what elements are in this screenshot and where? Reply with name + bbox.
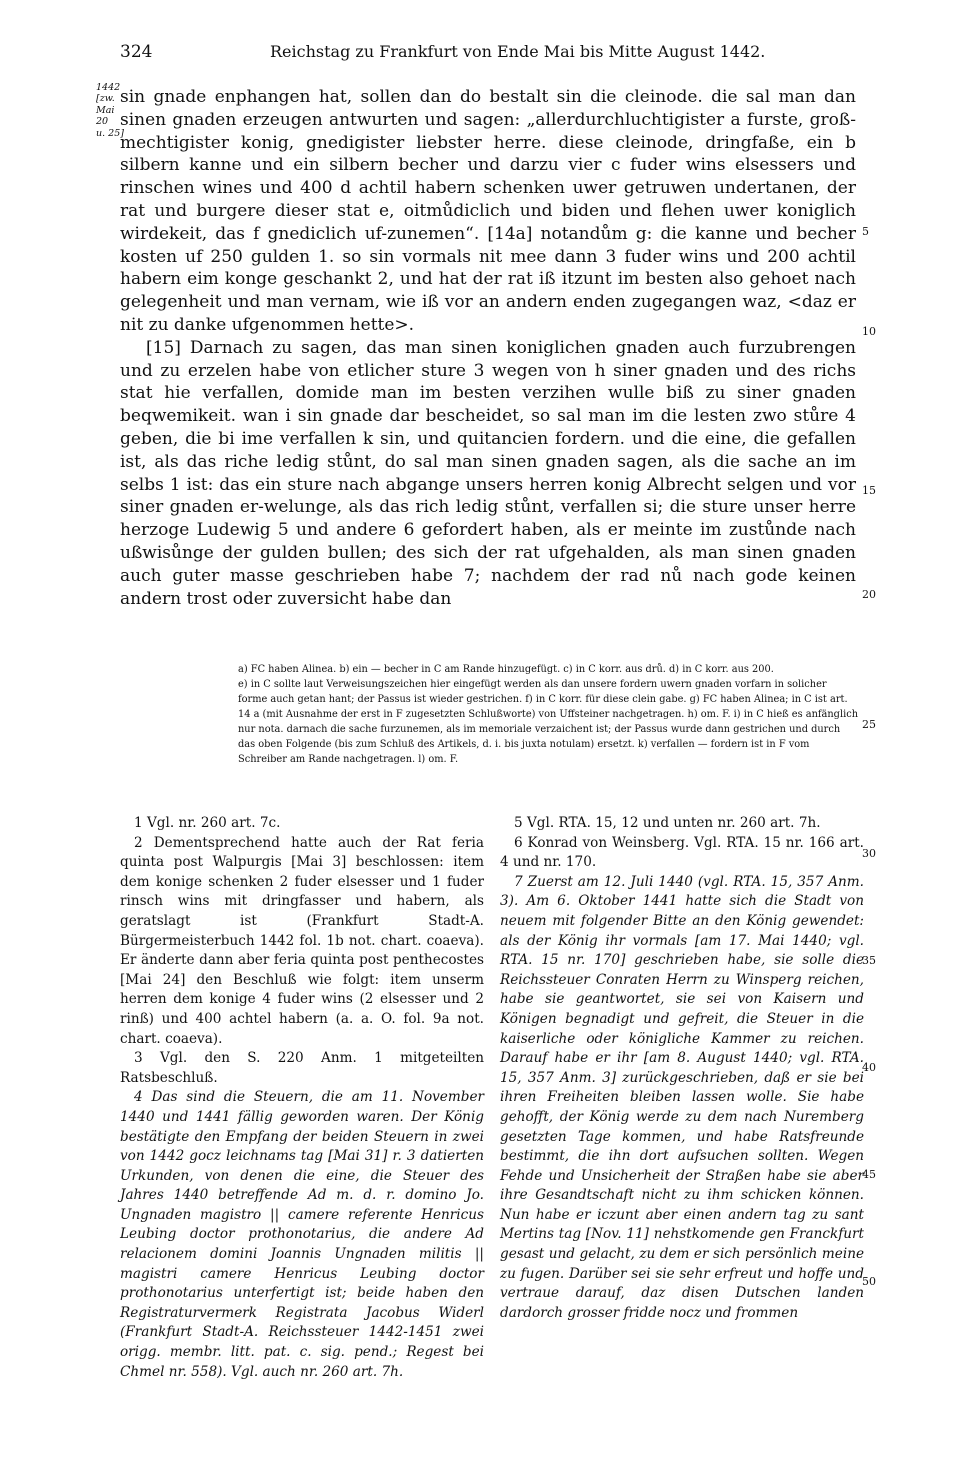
body-paragraph: sin gnade enphangen hat, sollen dan do bestalt sin die cleinode. die sal man dan sinen gnaden erzeugen antwurten und sagen: „allerdurchluchtigister a furste, groß-mechtigister konig, gnedigister liebster herre. diese cleinode, dringfaße, ein b silbern kanne und ein silbern becher und darzu vier c fuder wins elsessers und rinschen wines und 400 d achtil habern schenken uwer getruwen undertanen, der rat und burgere dieser stat e, oitmůdiclich und biden und flehen uwer koniglich wirdekeit, das f gnediclich uf-zunemen“. [14a] notandům g: die kanne und becher kosten uf 250 gulden 1. so sin vormals nit mee dann 3 fuder wins und 200 achtil habern eim konge geschankt 2, und hat der rat iß itzunt im besten also gehoet nach gelegenheit und man vernam, wie iß vor an andern enden zugegangen waz, <daz er nit zu danke ufgenommen hette>. (120, 87, 856, 335)
line-number: 40 (862, 1061, 876, 1074)
variant-apparatus (238, 662, 858, 767)
margin-note-line: Mai 20 (96, 104, 115, 128)
footnote: 6 Konrad von Weinsberg. Vgl. RTA. 15 nr. 166 art. 4 und nr. 170. (500, 834, 864, 871)
line-number: 10 (862, 325, 876, 338)
footnote: 1 Vgl. nr. 260 art. 7c. (134, 815, 281, 831)
line-number: 50 (862, 1275, 876, 1288)
line-number: 30 (862, 847, 876, 860)
footnote: 7 Zuerst am 12. Juli 1440 (vgl. RTA. 15, 357 Anm. 3). Am 6. Oktober 1441 hatte sich die Stadt von neuem mit folgender Bitte an den König gewendet: als der König ihr vormals [am 17. Mai 1440; vgl. RTA. 15 nr. 170] geschrieben habe, sie solle die Reichssteuer Conraten Herrn zu Winsperg reichen, habe sie geantwortet, sie sei von Kaisern und Königen begnadigt und gefreit, die Steuer in die kaiserliche oder königliche Kammer zu reichen. Darauf habe er ihr [am 8. August 1440; vgl. RTA. 15, 357 Anm. 3] zurückgeschrieben, daß er sie bei ihren Freiheiten bleiben lassen wolle. Sie habe gehofft, der König werde zu dem nach Nuremberg gesetzten Tage kommen, und habe Ratsfreunde bestimmt, die ihn dort aufsuchen sollten. Wegen Fehde und Unsicherheit der Straßen habe sie aber ihre Gesandtschaft nicht zu ihm schicken können. Nun habe er iczunt aber einen andern tag zu sant Mertins tag [Nov. 11] nehstkomende gen Franckfurt gesast und gelacht, zu dem er sich persönlich meine zu fugen. Darüber sei sie sehr erfreut und hoffe und vertraue darauf, daz disen Dutschen landen dardorch grosser fridde nocz und frommen (500, 873, 864, 1321)
line-number: 45 (862, 1168, 876, 1181)
line-number: 15 (862, 484, 876, 497)
variant-note: e) in C sollte laut Verweisungszeichen hier eingefügt werden als dan unsere fordern uwern gnaden vorfarn in solicher forme auch getan hant; der Passus ist wieder gestrichen. f) in C korr. für diese clein gabe. g) FC haben Alinea; in C ist art. 14 a (mit Ausnahme der erst in F zugesetzten Schlußworte) von Uffsteiner nachgetragen. h) om. F. i) in C hieß es anfänglich nur nota. darnach die sache furzunemen, als im memoriale verzaichent ist; der Passus wurde dann gestrichen und durch das oben Folgende (bis zum Schluß des Artikels, d. i. bis juxta notulam) ersetzt. k) verfallen — fordern ist in F vom Schreiber am Rande nachgetragen. l) om. F. (238, 679, 859, 765)
margin-note-line: 1442 (96, 82, 121, 93)
footnote: 3 Vgl. den S. 220 Anm. 1 mitgeteilten Ratsbeschluß. (120, 1050, 484, 1086)
footnote: 2 Dementsprechend hatte auch der Rat feria quinta post Walpurgis [Mai 3] beschlossen: item dem konige schenken 2 fuder elsesser und 1 fuder rinsch wins mit dringfasser und habern, als geratslagt ist (Frankfurt Stadt-A. Bürgermeisterbuch 1442 fol. 1b not. chart. coaeva). Er änderte dann aber feria quinta post penthecostes [Mai 24] den Beschluß wie folgt: item unserm herren dem konige 4 fuder wins (2 elsesser und 2 rinß) und 400 achtel habern (a. a. O. fol. 9a not. chart. coaeva). (120, 834, 484, 1047)
footnote: 4 Das sind die Steuern, die am 11. November 1440 und 1441 fällig geworden waren. Der König bestätigte den Empfang der beiden Steuern in zwei von 1442 gocz leichnams tag [Mai 31] r. 3 datierten Urkunden, von denen die eine, die Steuer des Jahres 1440 betreffende Ad m. d. r. domino Jo. Ungnaden magistro || camere referente Henricus Leubing doctor prothonotarius, die andere Ad relacionem domini Joannis Ungnaden militis || magistri camere Henricus Leubing doctor prothonotarius unterfertigt ist; beide haben den Registraturvermerk Registrata Jacobus Widerl (Frankfurt Stadt-A. Reichssteuer 1442-1451 zwei origg. membr. litt. pat. c. sig. pend.; Regest bei Chmel nr. 558). Vgl. auch nr. 260 art. 7h. (120, 1089, 484, 1380)
running-title: Reichstag zu Frankfurt von Ende Mai bis Mitte August 1442. (270, 42, 766, 61)
line-number: 25 (862, 718, 876, 731)
margin-note-line: u. 25] (96, 127, 124, 139)
variant-note: a) FC haben Alinea. b) ein — becher in C am Rande hinzugefügt. c) in C korr. aus drů. d) in C korr. aus 200. (238, 664, 774, 675)
line-number: 35 (862, 954, 876, 967)
line-number: 5 (862, 225, 869, 238)
footnotes-right-column (500, 814, 864, 1323)
page-number: 324 (120, 42, 153, 62)
footnote: 5 Vgl. RTA. 15, 12 und unten nr. 260 art. 7h. (514, 815, 821, 831)
margin-note-line: [zw. (96, 93, 115, 105)
body-paragraph: [15] Darnach zu sagen, das man sinen koniglichen gnaden auch furzubrengen und zu erzelen habe von etlicher sture 3 wegen von h siner gnaden und des richs stat hie verfallen, domide man im besten verzihen wulle biß zu siner gnaden beqwemikeit. wan i sin gnade dar bescheidet, so sal man im die lesten zwo stůre 4 geben, die bi ime verfallen k sin, und quitancien fordern. und die eine, die gefallen ist, als das riche ledig stůnt, do sal man sinen gnaden sagen, als die sache an im selbs 1 ist: das ein sture nach abgange unsers herren konig Albrecht selgen und vor siner gnaden er-welunge, als das rich ledig stůnt, verfallen si; die sture unser herre herzoge Ludewig 5 und andere 6 gefordert haben, als er meinte im zustůnde nach ußwisůnge der gulden bullen; des sich der rat ufgehalden, als man sinen gnaden auch guter masse geschrieben habe 7; nachdem der rad nů nach gode keinen andern trost oder zuversicht habe dan (120, 337, 856, 609)
main-text (120, 86, 856, 610)
footnotes-left-column (120, 814, 484, 1382)
running-header (120, 42, 860, 66)
line-number: 20 (862, 588, 876, 601)
